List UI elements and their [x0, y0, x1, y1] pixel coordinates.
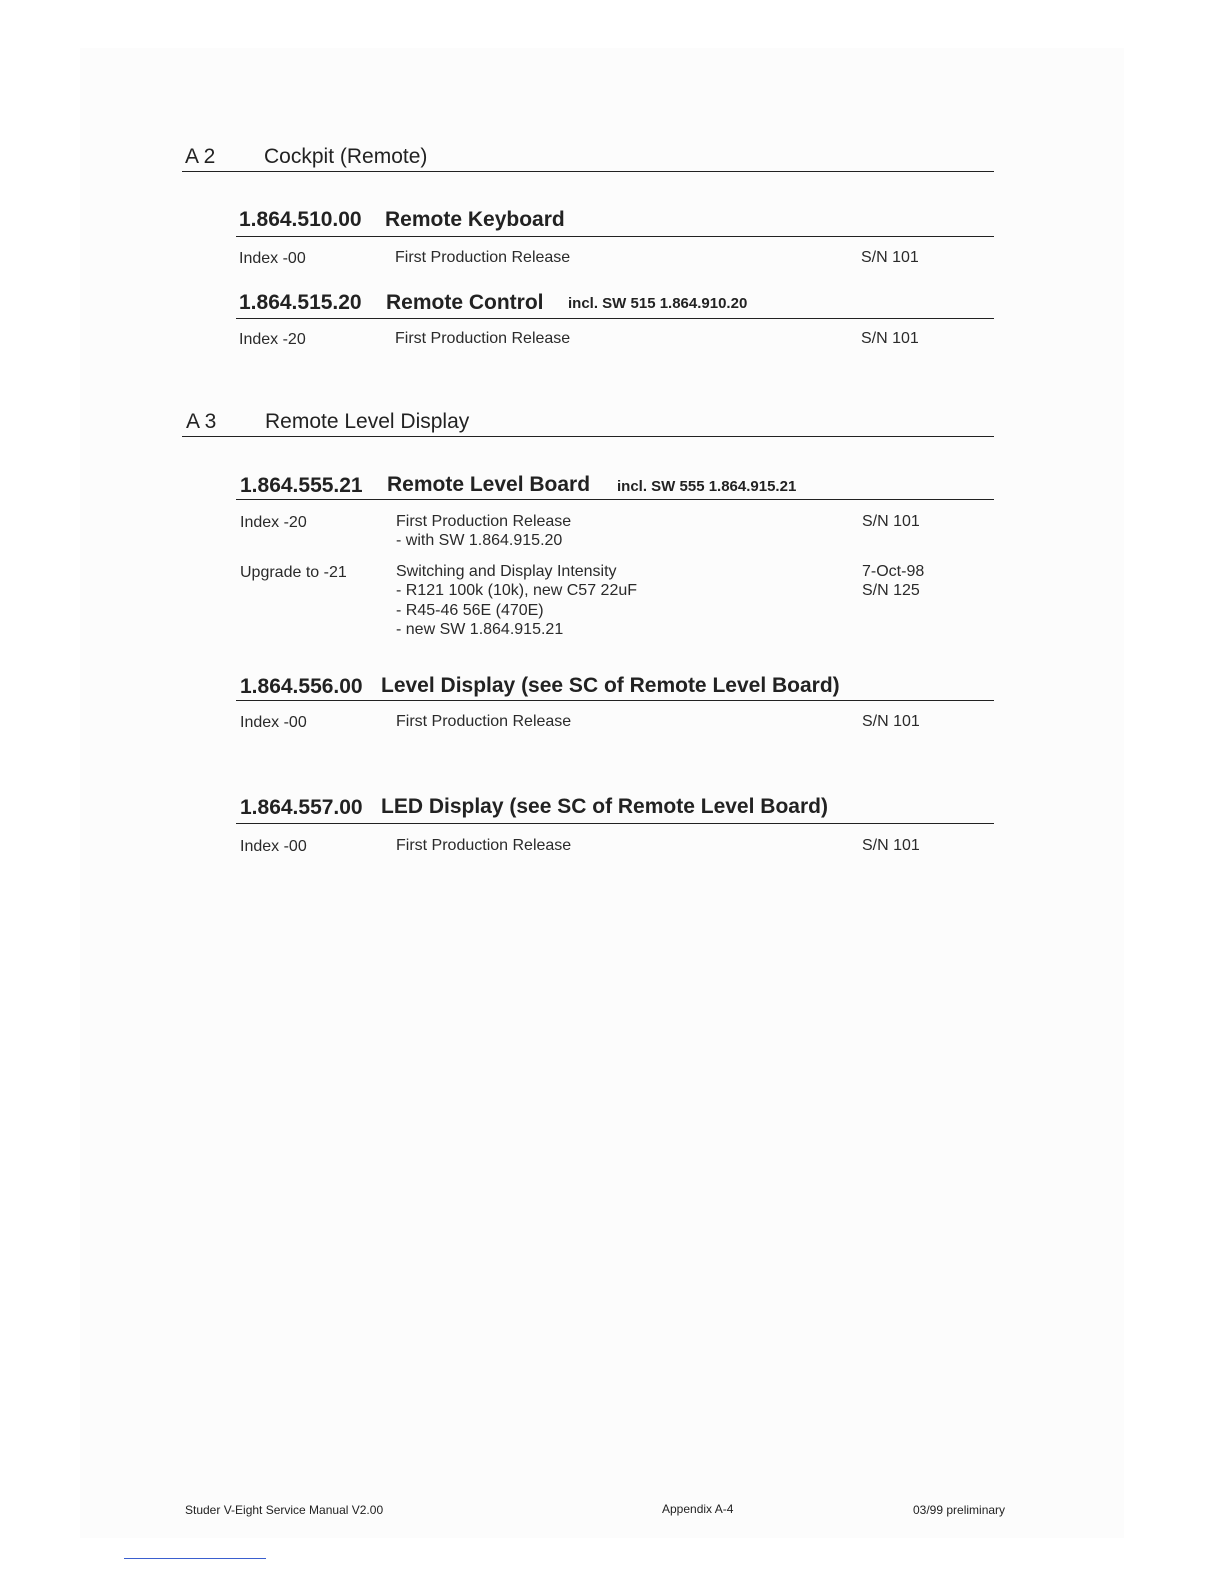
- entry-serial: S/N 101: [861, 249, 919, 266]
- part-software-note: incl. SW 515 1.864.910.20: [568, 295, 748, 312]
- section-title: Remote Level Display: [265, 410, 470, 433]
- part-number: 1.864.510.00: [239, 208, 362, 231]
- entry-serial: S/N 125: [862, 582, 920, 599]
- part-name: Remote Level Board: [387, 473, 591, 496]
- footer-manual-title: Studer V-Eight Service Manual V2.00: [185, 1503, 384, 1517]
- part-name: Level Display (see SC of Remote Level Board): [381, 674, 840, 697]
- entry-index: Index -00: [240, 714, 307, 731]
- entry-index: Index -20: [239, 331, 306, 348]
- scanned-page: [80, 48, 1124, 1538]
- part-software-note: incl. SW 555 1.864.915.21: [617, 478, 797, 495]
- entry-description: First Production Release: [396, 837, 572, 854]
- entry-serial: S/N 101: [862, 713, 920, 730]
- entry-index: Index -00: [239, 250, 306, 267]
- section-title: Cockpit (Remote): [264, 145, 428, 168]
- entry-index: Upgrade to -21: [240, 564, 347, 581]
- section-number: A 3: [186, 410, 217, 433]
- part-number: 1.864.557.00: [240, 796, 363, 819]
- entry-description: - R45-46 56E (470E): [396, 602, 544, 619]
- entry-serial: S/N 101: [862, 837, 920, 854]
- part-rule: [236, 823, 994, 824]
- entry-serial: S/N 101: [862, 513, 920, 530]
- entry-index: Index -00: [240, 838, 307, 855]
- part-name: LED Display (see SC of Remote Level Board): [381, 795, 828, 818]
- entry-description: - new SW 1.864.915.21: [396, 621, 564, 638]
- part-rule: [236, 499, 994, 500]
- entry-description: First Production Release: [396, 713, 572, 730]
- part-number: 1.864.515.20: [239, 291, 362, 314]
- footer-link-rule: [124, 1558, 266, 1559]
- part-number: 1.864.556.00: [240, 675, 363, 698]
- part-number: 1.864.555.21: [240, 474, 363, 497]
- entry-description: First Production Release: [396, 513, 572, 530]
- entry-serial: S/N 101: [861, 330, 919, 347]
- entry-date: 7-Oct-98: [862, 563, 925, 580]
- section-number: A 2: [185, 145, 216, 168]
- section-rule: [182, 436, 994, 437]
- section-rule: [182, 171, 994, 172]
- entry-description: Switching and Display Intensity: [396, 563, 617, 580]
- footer-date-status: 03/99 preliminary: [913, 1503, 1006, 1517]
- entry-description: - R121 100k (10k), new C57 22uF: [396, 582, 638, 599]
- part-name: Remote Keyboard: [385, 208, 565, 231]
- footer-page-number: Appendix A-4: [662, 1502, 734, 1516]
- entry-description: First Production Release: [395, 330, 571, 347]
- part-rule: [236, 700, 994, 701]
- part-rule: [236, 236, 994, 237]
- part-rule: [236, 318, 994, 319]
- entry-description: - with SW 1.864.915.20: [396, 532, 563, 549]
- entry-description: First Production Release: [395, 249, 571, 266]
- entry-index: Index -20: [240, 514, 307, 531]
- part-name: Remote Control: [386, 291, 544, 314]
